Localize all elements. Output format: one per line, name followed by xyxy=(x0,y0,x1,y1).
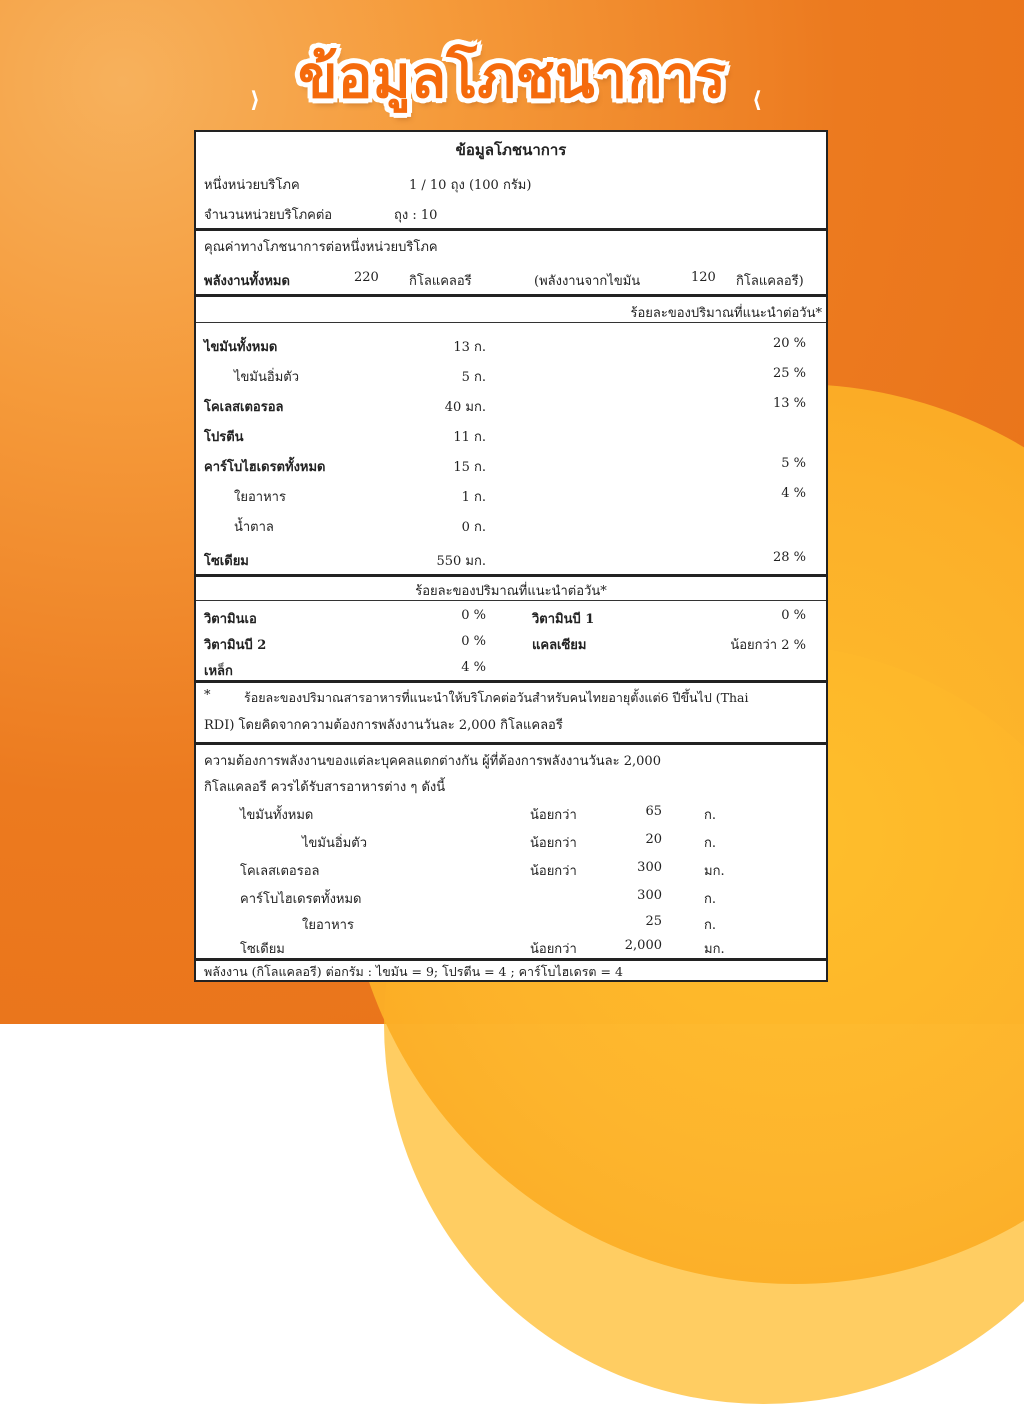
nutrition-label xyxy=(194,130,828,982)
nutrient-name: ไขมันทั้งหมด xyxy=(204,340,278,355)
divider xyxy=(196,294,826,297)
nutrient-dv: 28 % xyxy=(772,550,806,565)
energy-unit: กิโลแคลอรี xyxy=(409,274,472,289)
nutrient-dv: 5 % xyxy=(781,456,806,471)
vitamin-value: 0 % xyxy=(461,608,486,623)
per-serving-heading: คุณค่าทางโภชนาการต่อหนึ่งหน่วยบริโภค xyxy=(204,240,438,255)
servings-value: ถุง : 10 xyxy=(394,208,438,223)
vitamin-name: วิตามินบี 2 xyxy=(204,638,267,653)
need-qualifier: น้อยกว่า xyxy=(530,836,577,851)
need-amount: 2,000 xyxy=(624,938,662,953)
need-unit: ก. xyxy=(704,836,717,851)
servings-label: จำนวนหน่วยบริโภคต่อ xyxy=(204,208,333,223)
serving-size-value: 1 / 10 ถุง (100 กรัม) xyxy=(409,178,532,193)
vitamin-name: วิตามินเอ xyxy=(204,612,257,627)
need-qualifier: น้อยกว่า xyxy=(530,864,577,879)
need-amount: 300 xyxy=(637,860,662,875)
nutrient-name: ใยอาหาร xyxy=(234,490,286,505)
need-qualifier: น้อยกว่า xyxy=(530,942,577,957)
energy-label: พลังงานทั้งหมด xyxy=(204,274,290,289)
energy-fat-unit: กิโลแคลอรี) xyxy=(736,274,804,289)
label-heading: ข้อมูลโภชนาการ xyxy=(455,141,567,159)
nutrient-amount: 11 ก. xyxy=(453,430,486,445)
need-name: ไขมันทั้งหมด xyxy=(240,808,314,823)
vitamin-value: 0 % xyxy=(781,608,806,623)
need-name: โซเดียม xyxy=(240,942,285,957)
nutrient-dv: 20 % xyxy=(772,336,806,351)
need-name: โคเลสเตอรอล xyxy=(240,864,320,879)
need-qualifier: น้อยกว่า xyxy=(530,808,577,823)
nutrient-name: โคเลสเตอรอล xyxy=(204,400,284,415)
need-unit: ก. xyxy=(704,892,717,907)
vitamin-value: 4 % xyxy=(461,660,486,675)
vitamin-value: น้อยกว่า 2 % xyxy=(730,638,806,653)
nutrient-name: คาร์โบไฮเดรตทั้งหมด xyxy=(204,460,326,475)
need-unit: ก. xyxy=(704,918,717,933)
divider xyxy=(196,322,826,323)
footnote-line: RDI) โดยคิดจากความต้องการพลังงานวันละ 2,000 กิโลแคลอรี xyxy=(204,718,563,733)
nutrient-dv: 13 % xyxy=(772,396,806,411)
nutrient-amount: 0 ก. xyxy=(461,520,486,535)
vitamin-heading: ร้อยละของปริมาณที่แนะนำต่อวัน* xyxy=(415,584,607,599)
nutrient-dv: 4 % xyxy=(781,486,806,501)
nutrient-amount: 15 ก. xyxy=(453,460,486,475)
need-amount: 300 xyxy=(637,888,662,903)
footnote-star: * xyxy=(204,688,211,703)
need-name: ไขมันอิ่มตัว xyxy=(302,836,367,851)
vitamin-value: 0 % xyxy=(461,634,486,649)
need-amount: 25 xyxy=(645,914,662,929)
need-name: ใยอาหาร xyxy=(302,918,354,933)
nutrient-dv: 25 % xyxy=(772,366,806,381)
nutrient-amount: 550 มก. xyxy=(436,554,486,569)
energy-fat-label: (พลังงานจากไขมัน xyxy=(534,274,641,289)
divider xyxy=(196,600,826,601)
nutrient-name: โซเดียม xyxy=(204,554,249,569)
nutrient-name: น้ำตาล xyxy=(234,520,274,535)
need-unit: มก. xyxy=(704,942,725,957)
dv-heading: ร้อยละของปริมาณที่แนะนำต่อวัน* xyxy=(630,306,822,321)
nutrient-name: โปรตีน xyxy=(204,430,244,445)
divider xyxy=(196,680,826,683)
vitamin-name: เหล็ก xyxy=(204,664,233,679)
energy-fat-value: 120 xyxy=(691,270,716,285)
need-amount: 65 xyxy=(645,804,662,819)
footnote-line: ร้อยละของปริมาณสารอาหารที่แนะนำให้บริโภคต่อวันสำหรับคนไทยอายุตั้งแต่6 ปีขึ้นไป (Thai xyxy=(244,690,749,705)
need-amount: 20 xyxy=(645,832,662,847)
need-unit: ก. xyxy=(704,808,717,823)
nutrient-amount: 40 มก. xyxy=(444,400,486,415)
nutrient-amount: 5 ก. xyxy=(461,370,486,385)
nutrient-name: ไขมันอิ่มตัว xyxy=(234,370,299,385)
need-name: คาร์โบไฮเดรตทั้งหมด xyxy=(240,892,362,907)
serving-size-label: หนึ่งหน่วยบริโภค xyxy=(204,178,300,193)
vitamin-name: แคลเซียม xyxy=(532,638,587,653)
needs-intro: กิโลแคลอรี ควรได้รับสารอาหารต่าง ๆ ดังนี้ xyxy=(204,780,446,795)
need-unit: มก. xyxy=(704,864,725,879)
sparkle-right-icon: ⟨ xyxy=(752,88,763,113)
sparkle-left-icon: ⟩ xyxy=(250,88,261,113)
nutrient-amount: 1 ก. xyxy=(461,490,486,505)
divider xyxy=(196,228,826,231)
divider xyxy=(196,958,826,961)
vitamin-name: วิตามินบี 1 xyxy=(532,612,595,627)
energy-value: 220 xyxy=(354,270,379,285)
nutrient-amount: 13 ก. xyxy=(453,340,486,355)
divider xyxy=(196,742,826,745)
needs-intro: ความต้องการพลังงานของแต่ละบุคคลแตกต่างกัน ผู้ที่ต้องการพลังงานวันละ 2,000 xyxy=(204,754,661,769)
energy-footer: พลังงาน (กิโลแคลอรี) ต่อกรัม : ไขมัน = 9; โปรตีน = 4 ; คาร์โบไฮเดรต = 4 xyxy=(204,964,623,979)
page-title: ข้อมูลโภชนาการ xyxy=(297,43,727,111)
divider xyxy=(196,574,826,577)
